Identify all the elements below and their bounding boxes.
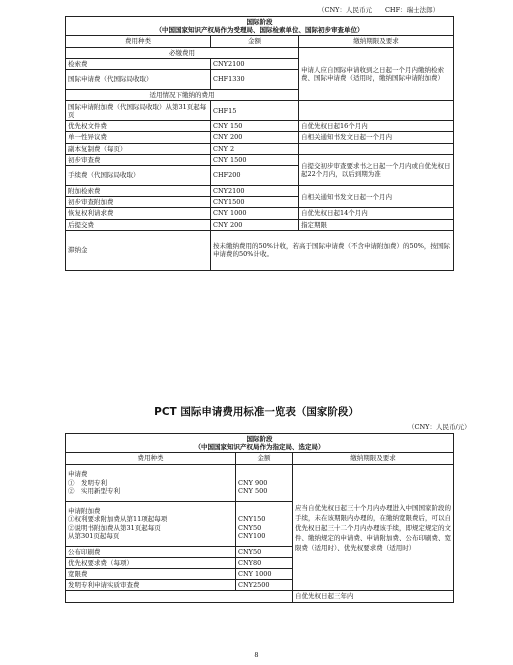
fee-deadline	[299, 143, 454, 154]
app-fee-utility-amount: CNY 500	[238, 486, 268, 495]
fee-name: 国际申请费（代国际局收取）	[66, 70, 211, 90]
section-applicable: 适用情况下缴纳的费用	[66, 90, 299, 101]
col-header-type: 费用种类	[66, 453, 236, 464]
col-header-deadline: 缴纳期限及要求	[293, 453, 454, 464]
fee-amount: CHF15	[211, 101, 299, 121]
app-add-desc-301-amount: CNY100	[238, 531, 266, 540]
mandatory-deadline: 申请人应自国际申请收到之日起一个月内缴纳检索费、国际申请费（适用时，缴纳国际申请附加费）	[299, 47, 454, 101]
fee-deadline: 指定期限	[299, 219, 454, 230]
national-stage-title: PCT 国际申请费用标准一览表（国家阶段）	[154, 406, 359, 418]
fee-amount: CNY 200	[211, 132, 299, 143]
fee-amount: CNY 1000	[211, 208, 299, 219]
fee-name: 公布印刷费	[66, 546, 236, 557]
fee-name: 恢复权利请求费	[66, 208, 211, 219]
app-add-desc-301: 从第301页起每页	[68, 531, 120, 540]
fee-name: 附加检索费	[66, 186, 211, 197]
app-add-desc-amount: CNY50	[238, 523, 262, 532]
fee-amount: CNY 1500	[211, 154, 299, 165]
stage-title: 国际阶段	[246, 18, 273, 26]
fee-amount	[236, 501, 293, 546]
page-number: 8	[254, 651, 259, 659]
international-stage-fee-table	[65, 16, 454, 271]
penalty-description: 按未缴纳费用的50%计收，若高于国际申请费（不含申请附加费）的50%，按国际申请费的50%计收。	[211, 230, 454, 270]
national-deadline: 应当自优先权日起三十个月内办理进入中国国家阶段的手续，未在该期限内办理的，在缴纳宽限费后，可以自优先权日起三十二个月内办理该手续，即规定规定的文件、缴纳规定的申请费、申请附加费、公布印刷费、宽限费（适用时）、优先权要求费（适用时）	[293, 464, 454, 591]
fee-deadline: 自优先权日起14个月内	[299, 208, 454, 219]
fee-amount: CHF200	[211, 166, 299, 186]
fee-amount: CNY 2	[211, 143, 299, 154]
fee-deadline: 自优先权日起16个月内	[299, 121, 454, 132]
app-fee-invention-amount: CNY 900	[238, 478, 268, 487]
fee-name: 副本复制费（每页）	[66, 143, 211, 154]
prelim-deadline: 自提交初步审查要求书之日起一个月内或自优先权日起22个月内，以后到期为准	[299, 154, 454, 185]
stage-header	[66, 434, 454, 453]
fee-name	[66, 464, 236, 501]
col-header-deadline: 缴纳期限及要求	[299, 36, 454, 47]
currency-note: （CNY：人民币/元）	[408, 423, 471, 431]
app-add-label: 申请附加费	[68, 507, 101, 516]
app-add-claims-amount: CNY150	[238, 515, 266, 524]
fee-deadline: 自相关通知书发文日起一个月内	[299, 132, 454, 143]
fee-name: 宽限费	[66, 569, 236, 580]
fee-amount: CNY80	[236, 557, 293, 568]
stage-title: 国际阶段	[246, 435, 273, 443]
currency-note: （CNY：人民币元 CHF：瑞士法郎）	[318, 6, 440, 14]
national-stage-fee-table	[65, 433, 454, 603]
fee-name: 检索费	[66, 58, 211, 69]
fee-amount: CNY1500	[211, 197, 299, 208]
additional-deadline: 自相关通知书发文日起一个月内	[299, 186, 454, 208]
fee-amount: CNY2100	[211, 186, 299, 197]
fee-name: 初步审查费	[66, 154, 211, 165]
col-header-type: 费用种类	[66, 36, 211, 47]
fee-name: 初步审查附加费	[66, 197, 211, 208]
fee-name: 优先权要求费（每项）	[66, 557, 236, 568]
col-header-amount: 金额	[236, 453, 293, 464]
fee-name: 后提交费	[66, 219, 211, 230]
fee-amount	[236, 464, 293, 501]
stage-subtitle: （中国国家知识产权局作为指定局、选定局）	[194, 443, 325, 452]
fee-amount: CNY 150	[211, 121, 299, 132]
fee-name: 发明专利申请实质审查费	[66, 580, 236, 591]
fee-amount: CNY 1000	[236, 569, 293, 580]
fee-name: 滞纳金	[66, 230, 211, 270]
fee-name: 单一性异议费	[66, 132, 211, 143]
fee-amount: CNY50	[236, 546, 293, 557]
app-fee-invention: ① 发明专利	[68, 478, 107, 487]
spacer	[66, 591, 293, 602]
app-fee-utility: ② 实用新型专利	[68, 486, 120, 495]
fee-amount: CNY 200	[211, 219, 299, 230]
app-fee-label: 申请费	[68, 470, 88, 479]
fee-amount: CNY2100	[211, 58, 299, 69]
fee-amount: CNY2500	[236, 580, 293, 591]
fee-name	[66, 501, 236, 546]
fee-name: 国际申请附加费（代国际局收取）从第31页起每页	[66, 101, 211, 121]
fee-deadline	[299, 101, 454, 121]
fee-name: 优先权文件费	[66, 121, 211, 132]
app-add-desc: ②说明书附加费从第31页起每页	[68, 523, 161, 532]
stage-header	[66, 17, 454, 36]
fee-amount: CHF1330	[211, 70, 299, 90]
stage-subtitle: （中国国家知识产权局作为受理局、国际检索单位、国际初步审查单位）	[155, 26, 364, 35]
section-mandatory: 必缴费用	[66, 47, 299, 58]
app-add-claims: ①权利要求附加费从第11项起每项	[68, 515, 168, 524]
fee-name: 手续费（代国际局收取）	[66, 166, 211, 186]
col-header-amount: 金额	[211, 36, 299, 47]
exam-deadline: 自优先权日起三年内	[293, 591, 454, 602]
